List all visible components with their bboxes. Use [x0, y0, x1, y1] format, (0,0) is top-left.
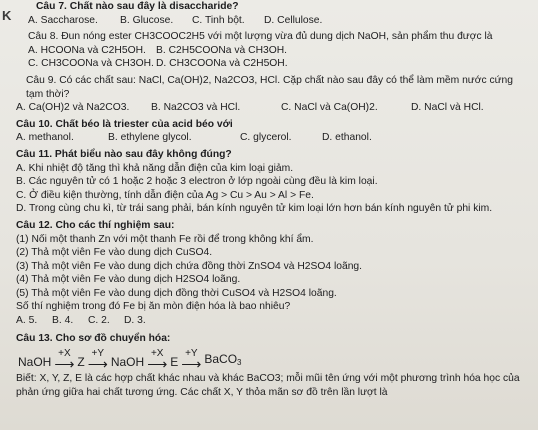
- q12-item-1: (1) Nối một thanh Zn với một thanh Fe rồi để trong không khí ẩm.: [16, 233, 314, 245]
- question-12-title: Câu 12. Cho các thí nghiệm sau:: [16, 219, 175, 231]
- q7-option-d[interactable]: D. Cellulose.: [264, 14, 323, 26]
- scheme-species-2: Z: [77, 354, 85, 369]
- right-arrow-icon: ⟶: [147, 356, 168, 373]
- scheme-arrow-2: [87, 348, 108, 373]
- q12-option-d[interactable]: D. 3.: [124, 315, 146, 327]
- scheme-species-5: [204, 353, 241, 370]
- scheme-arrow-1: [54, 348, 75, 373]
- margin-mark: K: [2, 8, 12, 23]
- scheme-arrow-3-label: +X: [150, 348, 164, 360]
- q11-option-d[interactable]: D. Trong cùng chu kì, từ trái sang phải, bán kính nguyên tử kim loại lớn hơn bán kính nguyên tử phi kim.: [16, 203, 493, 215]
- scheme-arrow-4: [181, 348, 202, 373]
- q11-option-a[interactable]: A. Khi nhiệt độ tăng thì khả năng dẫn điện của kim loại giảm.: [16, 162, 294, 174]
- question-13-title: Câu 13. Cho sơ đồ chuyển hóa:: [16, 332, 171, 344]
- question-10-title: Câu 10. Chất béo là triester của acid béo với: [16, 118, 233, 130]
- q7-option-b[interactable]: B. Glucose.: [120, 14, 174, 26]
- question-8-options-row1: [10, 44, 532, 58]
- right-arrow-icon: ⟶: [87, 356, 108, 373]
- question-9-title: Câu 9. Có các chất sau: NaCl, Ca(OH)2, Na2CO3, HCl. Cặp chất nào sau đây có thể làm mềm nước cứng tạm thời?: [26, 74, 513, 100]
- scheme-species-4: E: [170, 354, 179, 369]
- scheme-arrow-2-label: +Y: [91, 348, 105, 360]
- right-arrow-icon: ⟶: [181, 356, 202, 373]
- q10-option-b[interactable]: B. ethylene glycol.: [108, 132, 192, 144]
- question-9-options: [10, 101, 532, 115]
- q10-option-a[interactable]: A. methanol.: [16, 132, 74, 144]
- q12-option-c[interactable]: C. 2.: [88, 315, 110, 327]
- q9-option-b[interactable]: B. Na2CO3 và HCl.: [151, 102, 241, 114]
- q12-option-a[interactable]: A. 5.: [16, 315, 38, 327]
- question-10-options: [10, 131, 532, 145]
- q8-option-d[interactable]: D. CH3COONa và C2H5OH.: [156, 58, 288, 70]
- question-11-title: Câu 11. Phát biểu nào sau đây không đúng?: [16, 148, 232, 160]
- q9-option-a[interactable]: A. Ca(OH)2 và Na2CO3.: [16, 102, 130, 114]
- question-7-title: Câu 7. Chất nào sau đây là disaccharide?: [36, 1, 239, 12]
- scheme-arrow-1-label: +X: [58, 348, 71, 360]
- q10-option-d[interactable]: D. ethanol.: [322, 132, 372, 144]
- q10-option-c[interactable]: C. glycerol.: [240, 132, 292, 144]
- scheme-arrow-4-label: +Y: [185, 348, 198, 360]
- question-8-options-row2: [10, 57, 532, 71]
- q13-note: Biết: X, Y, Z, E là các hợp chất khác nhau và khác BaCO3; mỗi mũi tên ứng với một phương trình hóa học của phản ứng giữa hai chất tương ứng. Các chất X, Y thỏa mãn sơ đồ trên lần lượt là: [16, 373, 520, 398]
- scheme-species-5-subscript: 3: [237, 357, 242, 367]
- q12-option-b[interactable]: B. 4.: [52, 315, 74, 327]
- q7-option-c[interactable]: C. Tinh bột.: [192, 14, 245, 26]
- q7-option-a[interactable]: A. Saccharose.: [28, 14, 98, 26]
- q12-item-4: (4) Thả một viên Fe vào dung dịch H2SO4 loãng.: [16, 274, 241, 286]
- q8-option-b[interactable]: B. C2H5COONa và CH3OH.: [156, 44, 288, 56]
- scheme-species-3: NaOH: [110, 354, 145, 369]
- scheme-arrow-3: [147, 348, 168, 373]
- q11-option-c[interactable]: C. Ở điều kiện thường, tính dẫn điện của Ag > Cu > Au > Al > Fe.: [16, 189, 314, 201]
- right-arrow-icon: ⟶: [54, 356, 75, 373]
- q12-item-3: (3) Thả một viên Fe vào dung dịch chứa đồng thời ZnSO4 và H2SO4 loãng.: [16, 260, 363, 272]
- q8-option-c[interactable]: C. CH3COONa và CH3OH.: [28, 58, 154, 70]
- q8-option-a[interactable]: A. HCOONa và C2H5OH.: [28, 44, 146, 56]
- conversion-scheme: [18, 348, 532, 373]
- scheme-species-5-formula: BaCO: [204, 351, 238, 366]
- q12-item-2: (2) Thả một viên Fe vào dung dịch CuSO4.: [16, 247, 213, 259]
- scheme-species-1: NaOH: [18, 354, 52, 369]
- q9-option-d[interactable]: D. NaCl và HCl.: [411, 102, 484, 114]
- question-12-options: [10, 314, 532, 328]
- question-8-title: Câu 8. Đun nóng ester CH3COOC2H5 với một lượng vừa đủ dung dịch NaOH, sản phẩm thu được là: [28, 31, 493, 43]
- q9-option-c[interactable]: C. NaCl và Ca(OH)2.: [281, 102, 378, 114]
- q11-option-b[interactable]: B. Các nguyên tử có 1 hoặc 2 hoặc 3 electron ở lớp ngoài cùng đều là kim loại.: [16, 176, 378, 188]
- q12-item-5: (5) Thả một viên Fe vào dung dịch đồng thời CuSO4 và H2SO4 loãng.: [16, 287, 337, 299]
- q12-question: Số thí nghiệm trong đó Fe bị ăn mòn điện hóa là bao nhiêu?: [16, 301, 291, 313]
- question-7-options: [10, 14, 532, 28]
